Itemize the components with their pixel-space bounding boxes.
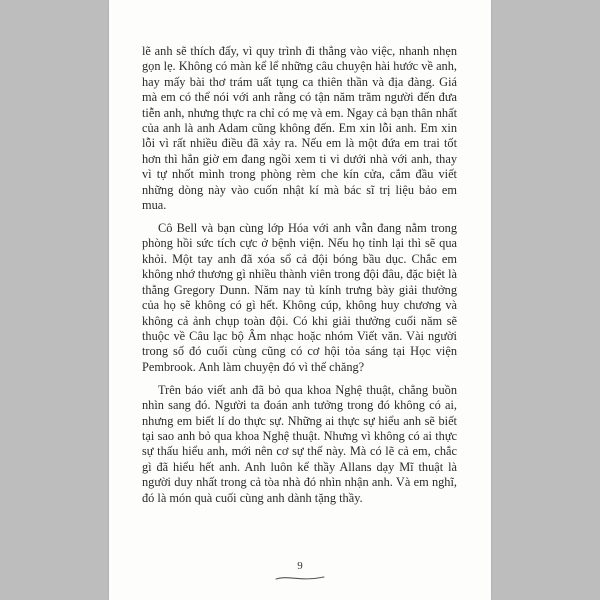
paragraph-3: Trên báo viết anh đã bỏ qua khoa Nghệ thuật, chẳng buồn nhìn sang đó. Người ta đoán anh tưởng trong đó không có ai, nhưng em biết lí do thực sự. Những ai thực sự hiểu anh sẽ biết tại sao anh bỏ qua khoa Nghệ thuật. Nhưng vì không có ai thực sự thấu hiểu anh, mới nên cơ sự thế này. Mà có lẽ cả em, chắc gì đã hiểu hết anh. Anh luôn kể thầy Allans dạy Mĩ thuật là người duy nhất trong cả tòa nhà đó nhìn nhận anh. Và em nghĩ, đó là món quà cuối cùng anh dành tặng thầy. <box>142 382 457 505</box>
paragraph-2: Cô Bell và bạn cùng lớp Hóa với anh vẫn đang nằm trong phòng hồi sức tích cực ở bệnh viện. Nếu họ tỉnh lại thì sẽ qua khỏi. Một tay anh đã xóa sổ cả đội bóng bầu dục. Chắc em không nhớ thương gì nhiều thành viên trong đội đâu, đặc biệt là thằng Gregory Dunn. Năm nay tủ kính trưng bày giải thưởng của họ sẽ không có gì hết. Không cúp, không huy chương và không cả ảnh chụp toàn đội. Có khi giải thưởng cuối năm sẽ thuộc về Câu lạc bộ Âm nhạc hoặc nhóm Viết văn. Vài người trong số đó cuối cùng cũng có cơ hội tỏa sáng tại Học viện Pembrook. Anh làm chuyện đó vì thế chăng? <box>142 221 457 374</box>
page-number: 9 <box>297 560 303 572</box>
page-number-flourish-icon <box>274 574 326 582</box>
paragraph-1: lẽ anh sẽ thích đấy, vì quy trình đi thẳng vào việc, nhanh nhẹn gọn lẹ. Không có màn kể lể những câu chuyện hài hước về anh, hay mấy bài thơ trám uất tụng ca thiên thần và địa đàng. Giá mà em có thể nói với anh rằng có tận năm trăm người đến đưa tiễn anh, nhưng thực ra chỉ có mẹ và em. Ngay cả bạn thân nhất của anh là anh Adam cũng không đến. Em xin lỗi anh. Em xin lỗi vì rất nhiều điều đã xảy ra. Nếu em là một đứa em trai tốt hơn thì hẳn giờ em đang ngồi xem ti vi dưới nhà với anh, thay vì tự nhốt mình trong phòng rèm che kín cửa, cắm đầu viết những dòng này vào cuốn nhật kí mà bác sĩ trị liệu bảo em mua. <box>142 44 458 213</box>
body-text <box>142 44 457 514</box>
book-page <box>109 0 491 600</box>
